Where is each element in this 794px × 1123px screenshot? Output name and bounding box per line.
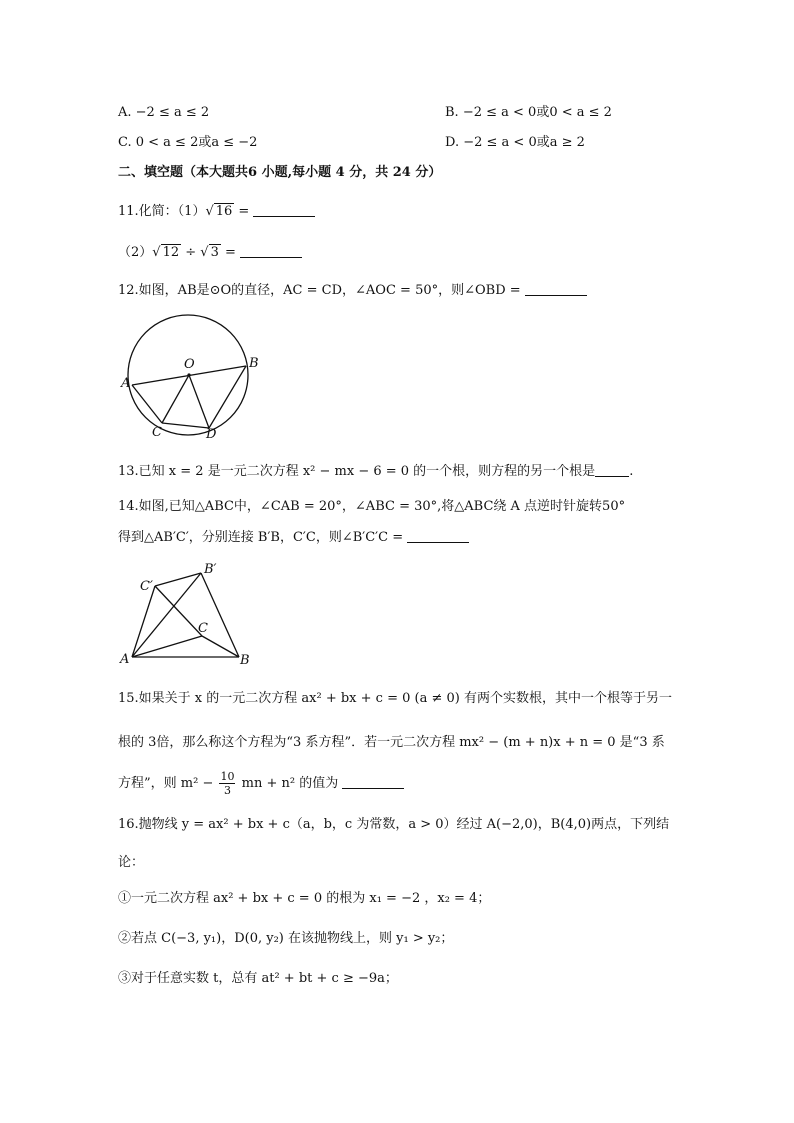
question-16-line-2: 论： bbox=[118, 855, 145, 870]
option-b: B. −2 ≤ a < 0或0 < a ≤ 2 bbox=[445, 105, 612, 120]
q12-answer-blank[interactable] bbox=[525, 281, 587, 296]
label-c-prime: C′ bbox=[140, 579, 153, 594]
q11-radicand-2: 12 bbox=[162, 245, 180, 260]
q15-fraction-denominator: 3 bbox=[223, 784, 231, 797]
segment-c-prime-c bbox=[155, 586, 202, 636]
q15-fraction-numerator: 10 bbox=[220, 770, 235, 783]
label-o: O bbox=[184, 357, 195, 372]
question-11-part-2: （2）√ 12 ÷ √ 3 = bbox=[118, 243, 302, 262]
question-12 bbox=[118, 281, 587, 300]
q13-end: . bbox=[629, 464, 634, 479]
q15-line-3a: 方程”，则 m² − bbox=[118, 776, 214, 791]
label-c: C bbox=[152, 425, 162, 440]
q14-answer-blank[interactable] bbox=[407, 528, 469, 543]
section-title: 二、填空题（本大题共6 小题,每小题 4 分，共 24 分） bbox=[118, 165, 442, 180]
q15-fraction bbox=[219, 770, 235, 797]
figure-circle bbox=[118, 320, 258, 445]
segment-ac-prime bbox=[132, 586, 155, 657]
segment-ac bbox=[132, 385, 162, 423]
question-15-line-2: 根的 3倍，那么称这个方程为“3 系方程”．若一元二次方程 mx² − (m + n)x + n = 0 是“3 系 bbox=[118, 735, 665, 750]
q12-text: 12.如图，AB是⊙O的直径，AC = CD，∠AOC = 50°，则∠OBD = bbox=[118, 283, 521, 298]
option-c: C. 0 < a ≤ 2或a ≤ −2 bbox=[118, 135, 258, 150]
segment-b-prime-b bbox=[201, 573, 239, 657]
label-a: A bbox=[120, 652, 130, 667]
q15-line-3b: mn + n² 的值为 bbox=[241, 776, 339, 791]
question-16-line-1: 16.抛物线 y = ax² + bx + c（a，b，c 为常数，a > 0）经过 A(−2,0)，B(4,0)两点，下列结 bbox=[118, 817, 670, 832]
figure-triangles bbox=[118, 560, 258, 670]
point-o bbox=[187, 373, 190, 376]
q11-answer-blank-2[interactable] bbox=[240, 243, 302, 258]
q14-line-2-text: 得到△AB′C′，分别连接 B′B，C′C，则∠B′C′C = bbox=[118, 530, 404, 545]
q13-text: 13.已知 x = 2 是一元二次方程 x² − mx − 6 = 0 的一个根，则方程的另一个根是 bbox=[118, 464, 596, 479]
question-16-item-3: ③对于任意实数 t，总有 at² + bt + c ≥ −9a； bbox=[118, 971, 398, 986]
question-15-line-3 bbox=[118, 766, 404, 802]
option-a: A. −2 ≤ a ≤ 2 bbox=[118, 105, 210, 120]
q11-radicand-3: 3 bbox=[210, 245, 219, 260]
q11-equals-2: = bbox=[220, 245, 236, 260]
option-d: D. −2 ≤ a < 0或a ≥ 2 bbox=[445, 135, 585, 150]
label-d: D bbox=[206, 427, 217, 442]
segment-cd bbox=[162, 423, 209, 428]
question-16-item-2: ②若点 C(−3, y₁)，D(0, y₂) 在该抛物线上，则 y₁ > y₂； bbox=[118, 931, 454, 946]
question-15-line-1: 15.如果关于 x 的一元二次方程 ax² + bx + c = 0 (a ≠ 0) 有两个实数根，其中一个根等于另一 bbox=[118, 691, 672, 706]
segment-bd bbox=[209, 366, 246, 428]
segment-od bbox=[189, 375, 209, 428]
q11-prefix: 11.化简：（1） bbox=[118, 204, 206, 219]
q11-radicand-1: 16 bbox=[215, 204, 233, 219]
question-14-line-2 bbox=[118, 528, 469, 547]
segment-oc bbox=[162, 375, 189, 423]
segment-c-prime-b-prime bbox=[155, 573, 201, 586]
label-b: B bbox=[240, 653, 250, 668]
question-11-part-1: 11.化简：（1）√ 16 = bbox=[118, 202, 315, 221]
label-c: C bbox=[198, 621, 208, 636]
question-14-line-1: 14.如图,已知△ABC中，∠CAB = 20°，∠ABC = 30°,将△ABC绕 A 点逆时针旋转50° bbox=[118, 499, 626, 514]
question-13 bbox=[118, 462, 633, 481]
segment-ac bbox=[132, 636, 202, 657]
label-a: A bbox=[121, 376, 131, 391]
label-b-prime: B′ bbox=[204, 562, 217, 577]
q11-equals-1: = bbox=[234, 204, 250, 219]
q11-divide: ÷ bbox=[181, 245, 201, 260]
q13-answer-blank[interactable] bbox=[595, 462, 629, 477]
q15-answer-blank[interactable] bbox=[342, 774, 404, 789]
q11-prefix-2: （2） bbox=[118, 245, 153, 260]
question-16-item-1: ①一元二次方程 ax² + bx + c = 0 的根为 x₁ = −2 ，x₂ = 4； bbox=[118, 891, 491, 906]
q11-answer-blank-1[interactable] bbox=[253, 202, 315, 217]
label-b: B bbox=[249, 356, 259, 371]
segment-cb bbox=[202, 636, 239, 657]
